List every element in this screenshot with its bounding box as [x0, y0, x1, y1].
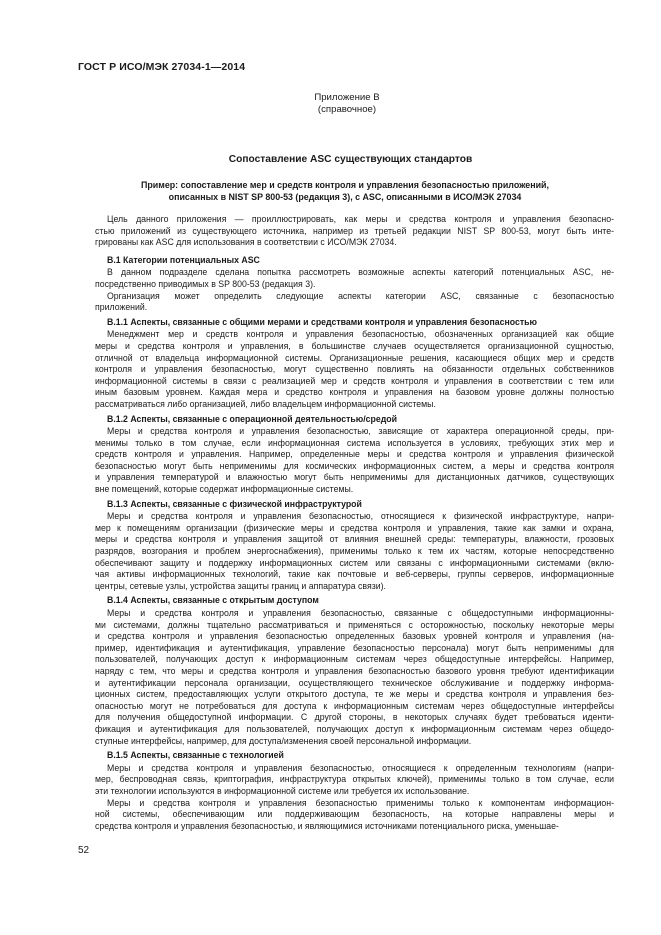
text-line: Менеджмент мер и средств контроля и управления безопасностью, обозначенных организацией как общие: [107, 329, 614, 340]
annex-subtitle: [90, 180, 600, 203]
text-line: обеспечивают защиту и поддержку информационных систем или связаны с информационными системами (вклю-: [95, 557, 614, 568]
text-line: безопасностью могут быть неприменимы для космических информационных систем, а меры и средства контроля: [95, 460, 614, 471]
subtitle-line: Пример: сопоставление мер и средств контроля и управления безопасностью приложений,: [141, 180, 549, 190]
text-line: пример, идентификация и аутентификация, управление безопасностью персонала) могут быть неприменимы для: [95, 642, 614, 653]
text-line: чая активы информационных технологий, такие как почтовые и веб-серверы, группы серверов, информационные: [95, 569, 614, 580]
section-heading: B.1.2 Аспекты, связанные с операционной деятельностью/средой: [107, 413, 397, 424]
text-line: Меры и средства контроля и управления безопасностью, относящиеся к определенным технологиям (напри-: [107, 762, 614, 773]
text-line: фикация и аутентификация для пользователей, получающих доступ к информационным системам через общедо-: [95, 723, 614, 734]
subtitle-line: описанных в NIST SP 800-53 (редакция 3), с ASC, описанными в ИСО/МЭК 27034: [168, 191, 522, 202]
text-line: и аутентификации персонала организации, осуществляющего техническое обслуживание и поддержку информа-: [95, 677, 614, 688]
text-line: Организация может определить следующие аспекты категории ASC, связанные с безопасностью: [107, 290, 614, 301]
text-line: В данном подразделе сделана попытка рассмотреть возможные аспекты категорий потенциальных ASC, не-: [107, 267, 614, 278]
annex-main-title-text: Сопоставление ASC существующих стандартов: [228, 154, 473, 165]
spacer: [95, 249, 614, 252]
annex-title: Приложение В: [314, 92, 380, 103]
text-line: Меры и средства контроля и управления безопасностью применимы только к компонентам информацион-: [107, 797, 614, 808]
text-line: стью приложений из существующего источника, например из третьей редакции NIST SP 800-53, могут быть инте-: [95, 225, 614, 236]
text-line: отличной от владельца информационной системы. Организационные решения, касающиеся общих мер и средств: [95, 352, 614, 363]
section-heading: B.1.3 Аспекты, связанные с физической инфраструктурой: [107, 498, 362, 509]
text-line: Меры и средства контроля и управления безопасностью, зависящие от характера операционной среды, при-: [107, 426, 614, 437]
text-line: для получения общедоступной информации. С другой стороны, в некоторых случаях будет требоваться иденти-: [95, 712, 614, 723]
text-line: мер к помещениям организации (физические меры и средства контроля и управления, такие как замки и охрана,: [95, 522, 614, 533]
text-line: меры и средства контроля и управления, в большинстве случаев осуществляется организационной сущностью,: [95, 340, 614, 351]
text-line: вне помещений, которые содержат информационные системы.: [95, 484, 354, 495]
body-paragraph: [95, 763, 614, 798]
body-paragraph: [95, 291, 614, 314]
annex-main-title: [0, 154, 661, 165]
text-line: посредственно приводимых в SP 800-53 (редакция 3).: [95, 278, 316, 289]
text-line: Меры и средства контроля и управления безопасностью, связанные с общедоступными информационны-: [107, 608, 614, 618]
body-paragraph: [95, 511, 614, 592]
intro-paragraph: [95, 214, 614, 249]
page-number: 52: [78, 845, 90, 856]
text-line: иным базовым уровнем. Каждая мера и средство контроля и управления на базовом уровне должны полностью: [95, 387, 614, 398]
text-line: информационной системы в связи с реализацией мер и средств контроля и управления в соответствии с тем или: [95, 375, 614, 386]
section-heading: B.1.4 Аспекты, связанные с открытым доступом: [107, 595, 319, 606]
body-paragraph: [95, 798, 614, 833]
text-line: менимы только в том случае, если информационная система используется в условиях, требующих этих мер и: [95, 437, 614, 448]
text-line: рассматриваться либо организацией, либо владельцем информационной системы.: [95, 398, 436, 409]
text-line: и управления температурой и влажностью могут быть неприменимы для дистанционных датчиков, существующих: [95, 472, 614, 483]
text-line: центры, сетевые узлы, устройства защиты границ и аппаратура связи).: [95, 580, 386, 591]
text-line: Меры и средства контроля и управления безопасностью, относящиеся к физической инфраструктуре, напри-: [107, 511, 614, 522]
text-line: и средства контроля и управления безопасностью определенных базовых уровней контроля и управления (на-: [95, 631, 614, 642]
document-body: [95, 214, 614, 832]
text-line: средств контроля и управления. Например, определенные меры и средства контроля и управления физической: [95, 449, 614, 460]
sections-container: [95, 255, 614, 833]
document-header: ГОСТ Р ИСО/МЭК 27034-1—2014: [78, 61, 246, 73]
text-line: ми системами, должны тщательно рассматриваться и применяться с осторожностью, поскольку некоторые меры: [95, 619, 614, 630]
text-line: приложений.: [95, 302, 148, 313]
body-paragraph: [95, 608, 614, 747]
text-line: опасностью могут не потребоваться для доступа к информационным системам через общедоступные интерфейсы: [95, 700, 614, 711]
annex-type: (справочное): [317, 104, 377, 115]
text-line: контроля и управления безопасностью, могут существенно повлиять на обязанности отдельных собственников: [95, 364, 614, 375]
body-paragraph: [95, 267, 614, 290]
body-paragraph: [95, 329, 614, 410]
text-line: ступные интерфейсы, например, для доступа/изменения своей персональной информации.: [95, 735, 472, 746]
section-heading: B.1 Категории потенциальных ASC: [107, 254, 260, 265]
text-line: ционных систем, предоставляющих услуги открытого доступа, те же меры и средства контроля и управления без-: [95, 689, 614, 700]
text-line: мер, беспроводная связь, криптография, инфраструктура открытых ключей), применимы только в том случае, если: [95, 774, 614, 785]
text-line: эти технологии используются в информационной системе или требуется их использование.: [95, 785, 470, 796]
text-line: наряду с тем, что меры и средства контроля и управления безопасностью базового уровня требуют идентификации: [95, 665, 614, 676]
annex-block: [0, 92, 661, 116]
section-heading: B.1.5 Аспекты, связанные с технологией: [107, 750, 284, 761]
text-line: пользователей, получающих доступ к информационным системам через общедоступные интерфейсы. Например,: [95, 654, 614, 665]
section-heading: B.1.1 Аспекты, связанные с общими мерами и средствами контроля и управления безопасностью: [107, 316, 538, 327]
text-line: разрядов, возгорания и проблем энергоснабжения), применимы только к тем их частям, которые непосредственно: [95, 546, 614, 557]
text-line: меры и средства контроля и управления защитой от влияния внешней среды: температуры, влажности, грозовых: [95, 534, 614, 545]
text-line: средства контроля и управления безопасностью, и являющимися источниками потенциального риска, уменьшае-: [95, 820, 559, 831]
text-line: ной системы, обеспечивающим или поддерживающим безопасность, на которые направлены меры и: [95, 809, 614, 820]
text-line: грированы как ASC для использования в соответствии с ИСО/МЭК 27034.: [95, 237, 397, 248]
body-paragraph: [95, 426, 614, 496]
text-line: Цель данного приложения — проиллюстрировать, как меры и средства контроля и управления безопасно-: [107, 214, 614, 224]
